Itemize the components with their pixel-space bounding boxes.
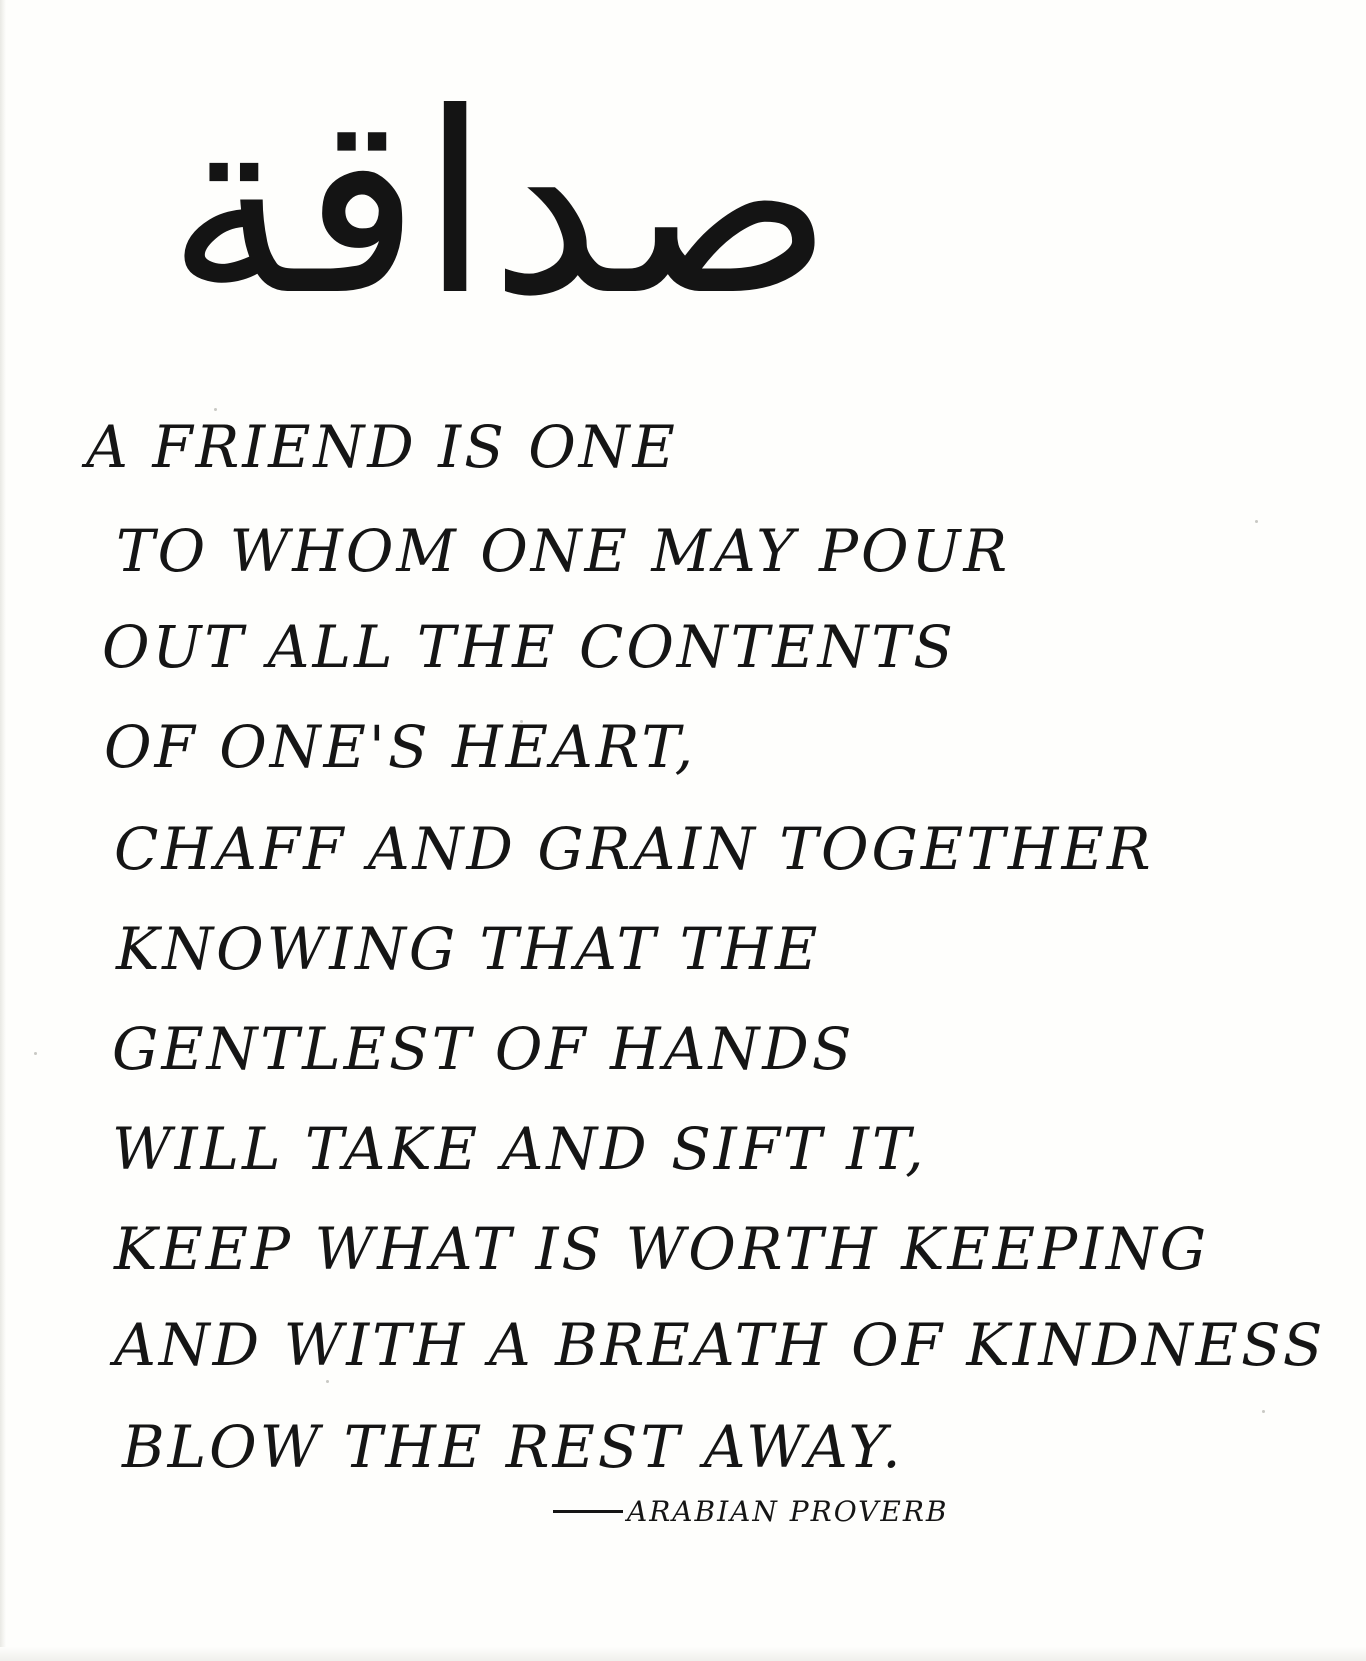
attribution-text: ARABIAN PROVERB	[627, 1495, 949, 1528]
paper-speck	[326, 1380, 329, 1383]
poem-line: AND WITH A BREATH OF KINDNESS	[114, 1311, 1326, 1379]
poem-line: WILL TAKE AND SIFT IT,	[112, 1115, 927, 1183]
poem-line: BLOW THE REST AWAY.	[122, 1413, 904, 1481]
poem-line: GENTLEST OF HANDS	[112, 1015, 855, 1083]
poem-line: KNOWING THAT THE	[116, 915, 821, 983]
arabic-title-calligraphy: صداقة	[166, 59, 834, 350]
scan-left-edge	[0, 0, 6, 1661]
paper-speck	[214, 408, 217, 411]
poem-line: OF ONE'S HEART,	[104, 713, 697, 781]
paper-speck	[1255, 520, 1258, 523]
poem-line: KEEP WHAT IS WORTH KEEPING	[114, 1215, 1210, 1283]
attribution	[553, 1495, 948, 1528]
poem-line: A FRIEND IS ONE	[86, 413, 678, 481]
paper-speck	[34, 1052, 37, 1055]
poem-line: TO WHOM ONE MAY POUR	[116, 517, 1011, 585]
em-dash-rule	[553, 1510, 623, 1513]
poem-line: CHAFF AND GRAIN TOGETHER	[114, 815, 1154, 883]
poem-line: OUT ALL THE CONTENTS	[102, 613, 956, 681]
paper-speck	[1262, 1410, 1265, 1413]
scan-bottom-edge	[0, 1647, 1366, 1661]
